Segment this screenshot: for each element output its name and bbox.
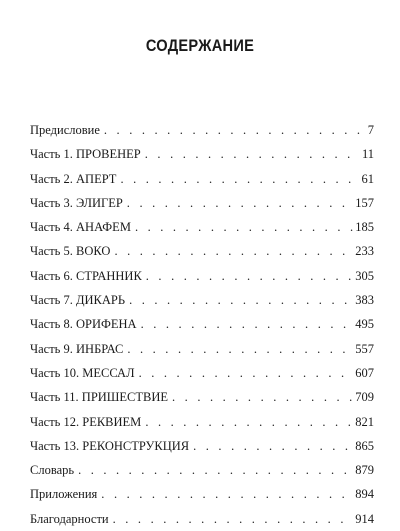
dot-leader [145, 410, 353, 434]
dot-leader [104, 118, 366, 142]
toc-entry-page: 7 [367, 123, 374, 137]
dot-leader [120, 167, 359, 191]
dot-leader [127, 191, 353, 215]
toc-entry[interactable] [30, 385, 374, 409]
toc-entry[interactable] [30, 434, 374, 458]
toc-entry-label: Часть 12. РЕКВИЕМ [30, 414, 142, 429]
toc-entry-page: 305 [355, 268, 374, 283]
dot-leader [114, 239, 353, 263]
toc-entry-label: Часть 5. ВОКО [30, 244, 111, 259]
toc-entry[interactable] [30, 288, 374, 312]
toc-entry[interactable] [30, 482, 374, 506]
toc-entry-label: Приложения [30, 487, 98, 502]
toc-entry[interactable] [30, 507, 374, 531]
toc-entry-label: Часть 8. ОРИФЕНА [30, 317, 137, 332]
toc-entry-page: 914 [355, 511, 374, 526]
dot-leader [113, 507, 354, 531]
toc-entry[interactable] [30, 142, 374, 166]
toc-entry-page: 879 [355, 463, 374, 478]
dot-leader [101, 482, 353, 506]
toc-entry-page: 607 [355, 365, 374, 380]
dot-leader [141, 312, 354, 336]
dot-leader [172, 385, 353, 409]
toc-entry-label: Благодарности [30, 511, 109, 526]
toc-entry[interactable] [30, 191, 374, 215]
dot-leader [127, 337, 353, 361]
toc-entry-page: 233 [355, 244, 374, 259]
dot-leader [193, 434, 353, 458]
toc-entry-label: Часть 1. ПРОВЕНЕР [30, 147, 141, 162]
table-of-contents [30, 118, 374, 531]
toc-entry-page: 557 [355, 341, 374, 356]
dot-leader [146, 264, 353, 288]
toc-entry-label: Часть 7. ДИКАРЬ [30, 293, 126, 308]
toc-entry-page: 61 [361, 171, 374, 186]
dot-leader [139, 361, 354, 385]
toc-entry[interactable] [30, 167, 374, 191]
toc-entry[interactable] [30, 118, 374, 142]
dot-leader [135, 215, 353, 239]
toc-entry-page: 11 [361, 147, 374, 162]
toc-entry-page: 709 [355, 390, 374, 405]
toc-entry-label: Часть 10. МЕССАЛ [30, 365, 135, 380]
dot-leader [145, 142, 360, 166]
toc-entry[interactable] [30, 361, 374, 385]
toc-entry-label: Часть 11. ПРИШЕСТВИЕ [30, 390, 169, 405]
toc-entry[interactable] [30, 264, 374, 288]
toc-entry-page: 894 [355, 487, 374, 502]
toc-entry-label: Часть 2. АПЕРТ [30, 171, 117, 186]
dot-leader [129, 288, 353, 312]
toc-entry[interactable] [30, 410, 374, 434]
toc-entry-page: 495 [355, 317, 374, 332]
dot-leader [78, 458, 353, 482]
toc-entry-page: 821 [355, 414, 374, 429]
toc-entry-label: Часть 4. АНАФЕМ [30, 220, 131, 235]
toc-entry[interactable] [30, 215, 374, 239]
page-title: СОДЕРЖАНИЕ [145, 36, 255, 55]
toc-entry[interactable] [30, 312, 374, 336]
toc-entry-label: Часть 3. ЭЛИГЕР [30, 195, 123, 210]
toc-entry-label: Часть 13. РЕКОНСТРУКЦИЯ [30, 438, 190, 453]
toc-entry-label: Предисловие [30, 123, 100, 137]
toc-entry[interactable] [30, 458, 374, 482]
toc-entry-page: 157 [355, 195, 374, 210]
toc-entry-page: 865 [355, 438, 374, 453]
toc-entry[interactable] [30, 239, 374, 263]
toc-entry-label: Словарь [30, 463, 75, 478]
toc-entry-label: Часть 9. ИНБРАС [30, 341, 124, 356]
toc-entry-page: 185 [355, 220, 374, 235]
toc-entry[interactable] [30, 337, 374, 361]
toc-entry-label: Часть 6. СТРАННИК [30, 268, 142, 283]
toc-entry-page: 383 [355, 293, 374, 308]
